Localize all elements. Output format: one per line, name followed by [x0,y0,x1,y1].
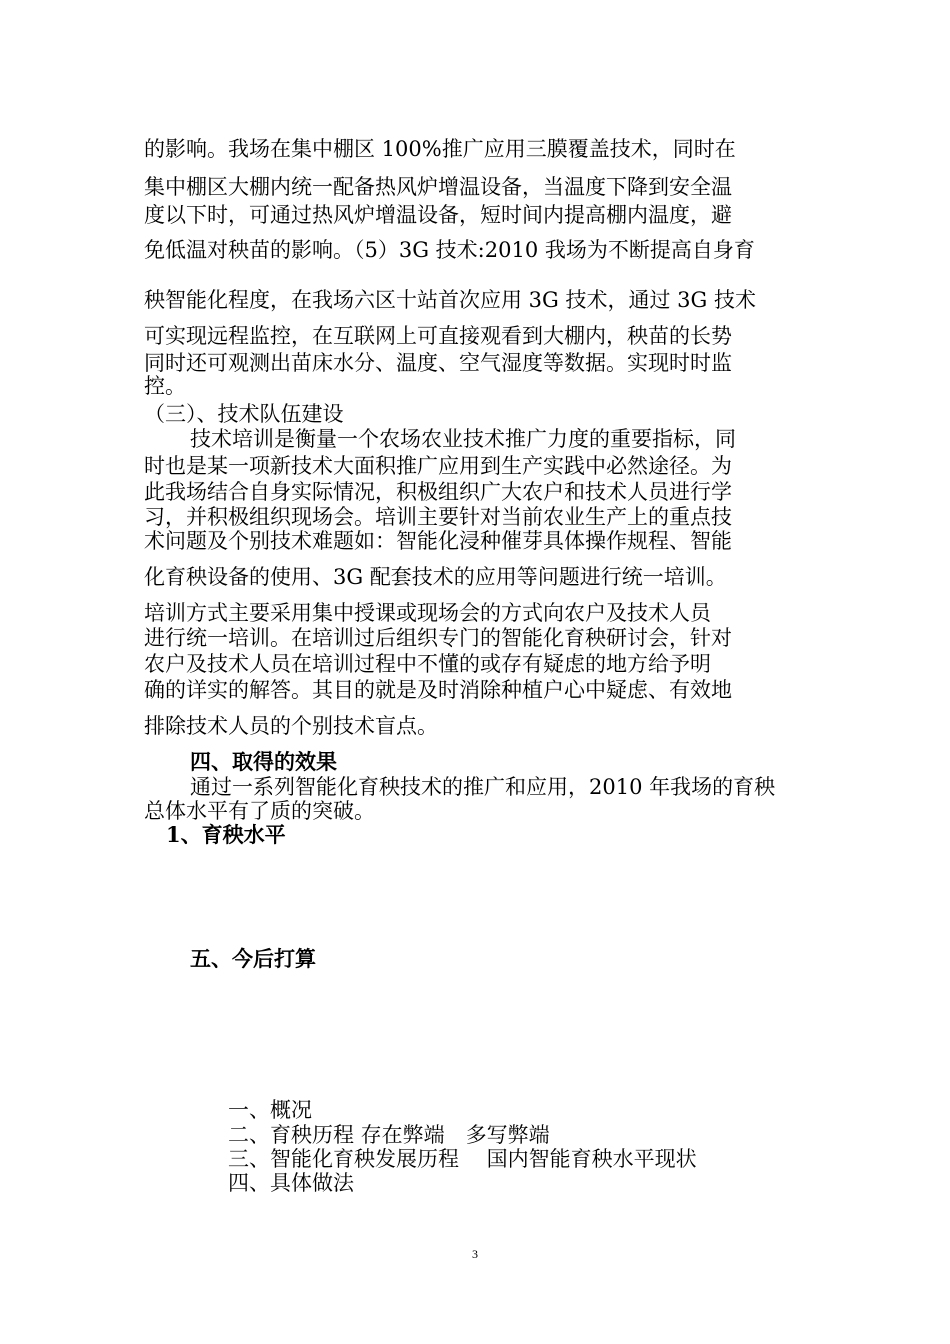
body-line: 农户及技术人员在培训过程中不懂的或存有疑虑的地方给予明 [144,652,711,676]
body-line: 通过一系列智能化育秧技术的推广和应用，2010 年我场的育秧 [190,775,776,799]
body-line: 集中棚区大棚内统一配备热风炉增温设备，当温度下降到安全温 [144,175,732,199]
outline-item: 一、概况 [228,1098,312,1122]
body-line: 秧智能化程度，在我场六区十站首次应用 3G 技术，通过 3G 技术 [144,288,756,312]
page-number: 3 [472,1247,478,1261]
body-line: 时也是某一项新技术大面积推广应用到生产实践中必然途径。为 [144,454,732,478]
body-line: 化育秧设备的使用、3G 配套技术的应用等问题进行统一培训。 [144,565,727,589]
body-line: 术问题及个别技术难题如：智能化浸种催芽具体操作规程、智能 [144,529,732,553]
body-line: 排除技术人员的个别技术盲点。 [144,714,438,738]
body-line: 确的详实的解答。其目的就是及时消除种植户心中疑虑、有效地 [144,678,732,702]
body-line: 习，并积极组织现场会。培训主要针对当前农业生产上的重点技 [144,505,732,529]
section-heading-team: （三）、技术队伍建设 [144,402,344,426]
body-line: 同时还可观测出苗床水分、温度、空气湿度等数据。实现时时监 [144,351,732,375]
section-heading-future-plans: 五、今后打算 [190,946,316,971]
body-line: 进行统一培训。在培训过后组织专门的智能化育秧研讨会，针对 [144,626,732,650]
body-line: 培训方式主要采用集中授课或现场会的方式向农户及技术人员 [144,601,711,625]
outline-item: 四、具体做法 [228,1171,354,1195]
body-line: 此我场结合自身实际情况，积极组织广大农户和技术人员进行学 [144,480,732,504]
body-line: 的影响。我场在集中棚区 100%推广应用三膜覆盖技术，同时在 [144,137,736,161]
body-line: 总体水平有了质的突破。 [144,799,375,823]
subheading-seedling-level: 1、育秧水平 [166,822,286,847]
body-line: 可实现远程监控，在互联网上可直接观看到大棚内，秧苗的长势 [144,324,732,348]
body-line: 度以下时，可通过热风炉增温设备，短时间内提高棚内温度，避 [144,203,732,227]
body-line: 技术培训是衡量一个农场农业技术推广力度的重要指标，同 [190,427,736,451]
outline-item: 二、育秧历程 存在弊端 多写弊端 [228,1123,550,1147]
outline-item: 三、智能化育秧发展历程 国内智能育秧水平现状 [228,1147,697,1171]
body-line: 免低温对秧苗的影响。（5）3G 技术:2010 我场为不断提高自身育 [144,238,755,262]
section-heading-results: 四、取得的效果 [190,749,337,774]
body-line: 控。 [144,374,186,398]
